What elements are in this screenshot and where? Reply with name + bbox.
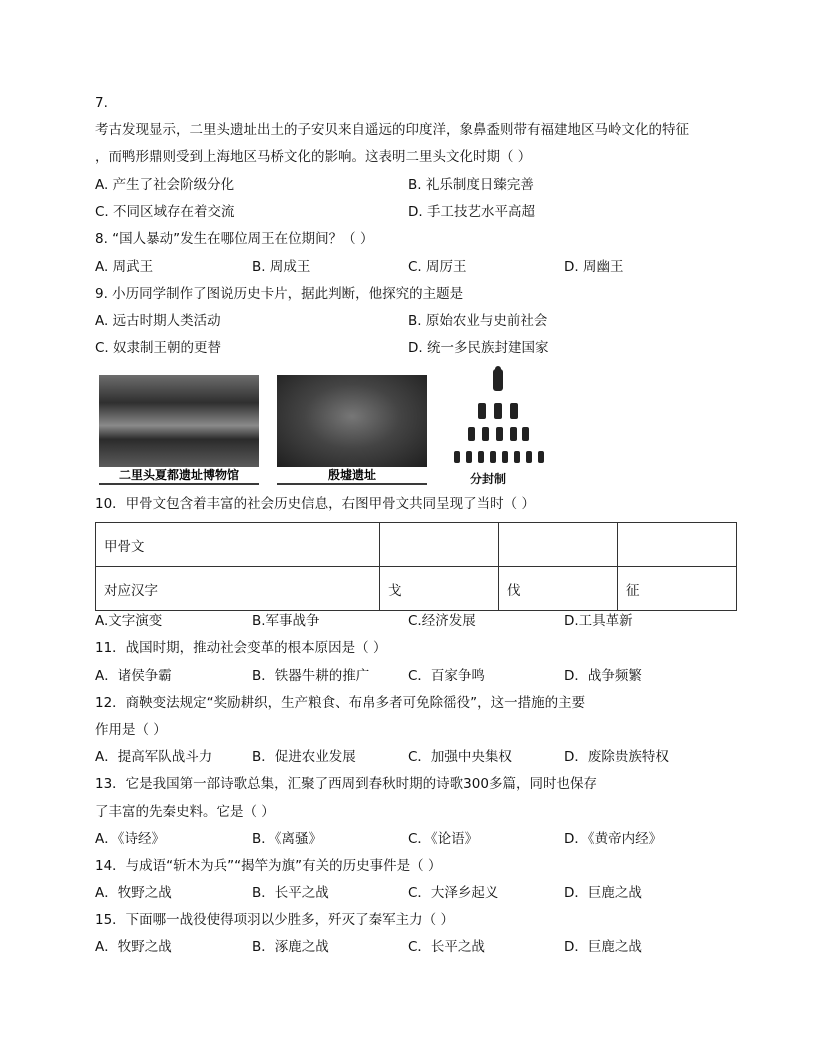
q15-option-a: A．牧野之战 bbox=[95, 939, 172, 955]
erlitou-museum-photo bbox=[99, 375, 259, 485]
q13-option-d: D．《黄帝内经》 bbox=[564, 831, 663, 847]
q13-option-a: A．《诗经》 bbox=[95, 831, 165, 847]
q15-option-d: D．巨鹿之战 bbox=[564, 939, 642, 955]
q7-option-c: C. 不同区域存在着交流 bbox=[95, 204, 235, 220]
q8-option-a: A. 周武王 bbox=[95, 259, 154, 275]
oracle-glyph-cell bbox=[618, 523, 737, 567]
hanzi-row-label: 对应汉字 bbox=[96, 567, 380, 611]
q12-stem-line1: 12．商鞅变法规定“奖励耕织，生产粮食、布帛多者可免除徭役”，这一措施的主要 bbox=[95, 695, 586, 711]
yinxu-photo bbox=[277, 375, 427, 485]
q14-option-c: C．大泽乡起义 bbox=[408, 885, 499, 901]
q8-stem: 8. “国人暴动”发生在哪位周王在位期间？（ ） bbox=[95, 231, 374, 247]
q11-option-a: A．诸侯争霸 bbox=[95, 668, 172, 684]
q9-option-a: A. 远古时期人类活动 bbox=[95, 313, 221, 329]
q12-option-b: B．促进农业发展 bbox=[252, 749, 356, 765]
q9-option-c: C. 奴隶制王朝的更替 bbox=[95, 340, 222, 356]
q11-option-d: D．战争频繁 bbox=[564, 668, 642, 684]
q15-option-c: C．长平之战 bbox=[408, 939, 485, 955]
q14-stem: 14．与成语“斩木为兵”“揭竿为旗”有关的历史事件是（ ） bbox=[95, 858, 442, 874]
q13-option-c: C．《论语》 bbox=[408, 831, 479, 847]
q8-option-b: B. 周成王 bbox=[252, 259, 311, 275]
q15-stem: 15．下面哪一战役使得项羽以少胜多，歼灭了秦军主力（ ） bbox=[95, 912, 454, 928]
q7-option-b: B. 礼乐制度日臻完善 bbox=[408, 177, 534, 193]
q8-option-d: D. 周幽王 bbox=[564, 259, 624, 275]
hanzi-cell: 伐 bbox=[499, 567, 618, 611]
q13-stem-line1: 13．它是我国第一部诗歌总集，汇聚了西周到春秋时期的诗歌300多篇，同时也保存 bbox=[95, 776, 597, 792]
feudal-pyramid-figure bbox=[448, 365, 548, 475]
q12-option-c: C．加强中央集权 bbox=[408, 749, 512, 765]
q11-option-c: C．百家争鸣 bbox=[408, 668, 485, 684]
q14-option-a: A．牧野之战 bbox=[95, 885, 172, 901]
hanzi-cell: 征 bbox=[618, 567, 737, 611]
q11-stem: 11．战国时期，推动社会变革的根本原因是（ ） bbox=[95, 640, 387, 656]
q12-option-a: A．提高军队战斗力 bbox=[95, 749, 213, 765]
q15-option-b: B．涿鹿之战 bbox=[252, 939, 329, 955]
q10-stem: 10．甲骨文包含着丰富的社会历史信息，右图甲骨文共同呈现了当时（ ） bbox=[95, 496, 535, 512]
erlitou-museum-caption: 二里头夏都遗址博物馆 bbox=[99, 467, 259, 483]
oracle-bone-table bbox=[95, 522, 737, 611]
q9-option-d: D. 统一多民族封建国家 bbox=[408, 340, 549, 356]
q14-option-b: B．长平之战 bbox=[252, 885, 329, 901]
q11-option-b: B．铁器牛耕的推广 bbox=[252, 668, 370, 684]
q13-option-b: B．《离骚》 bbox=[252, 831, 323, 847]
oracle-glyph-cell bbox=[499, 523, 618, 567]
q9-stem: 9. 小历同学制作了图说历史卡片，据此判断，他探究的主题是 bbox=[95, 286, 464, 302]
q12-stem-line2: 作用是（ ） bbox=[95, 722, 167, 738]
feudal-caption: 分封制 bbox=[470, 472, 507, 486]
q7-stem-line1: 考古发现显示，二里头遗址出土的子安贝来自遥远的印度洋，象鼻盉则带有福建地区马岭文化的特征 bbox=[95, 122, 689, 138]
q13-stem-line2: 了丰富的先秦史料。它是（ ） bbox=[95, 804, 275, 820]
q10-option-a: A.文字演变 bbox=[95, 613, 163, 629]
q7-number: 7. bbox=[95, 95, 108, 111]
q7-stem-line2: ，而鸭形鼎则受到上海地区马桥文化的影响。这表明二里头文化时期（ ） bbox=[95, 149, 532, 165]
oracle-glyph-cell bbox=[380, 523, 499, 567]
hanzi-cell: 戈 bbox=[380, 567, 499, 611]
oracle-row-label: 甲骨文 bbox=[96, 523, 380, 567]
q10-option-d: D.工具革新 bbox=[564, 613, 633, 629]
q7-option-d: D. 手工技艺水平高超 bbox=[408, 204, 535, 220]
q10-option-b: B.军事战争 bbox=[252, 613, 320, 629]
q9-option-b: B. 原始农业与史前社会 bbox=[408, 313, 548, 329]
q7-option-a: A. 产生了社会阶级分化 bbox=[95, 177, 235, 193]
yinxu-caption: 殷墟遗址 bbox=[277, 467, 427, 483]
q10-option-c: C.经济发展 bbox=[408, 613, 476, 629]
q8-option-c: C. 周厉王 bbox=[408, 259, 467, 275]
table-row bbox=[96, 567, 737, 611]
q12-option-d: D．废除贵族特权 bbox=[564, 749, 669, 765]
q14-option-d: D．巨鹿之战 bbox=[564, 885, 642, 901]
table-row bbox=[96, 523, 737, 567]
